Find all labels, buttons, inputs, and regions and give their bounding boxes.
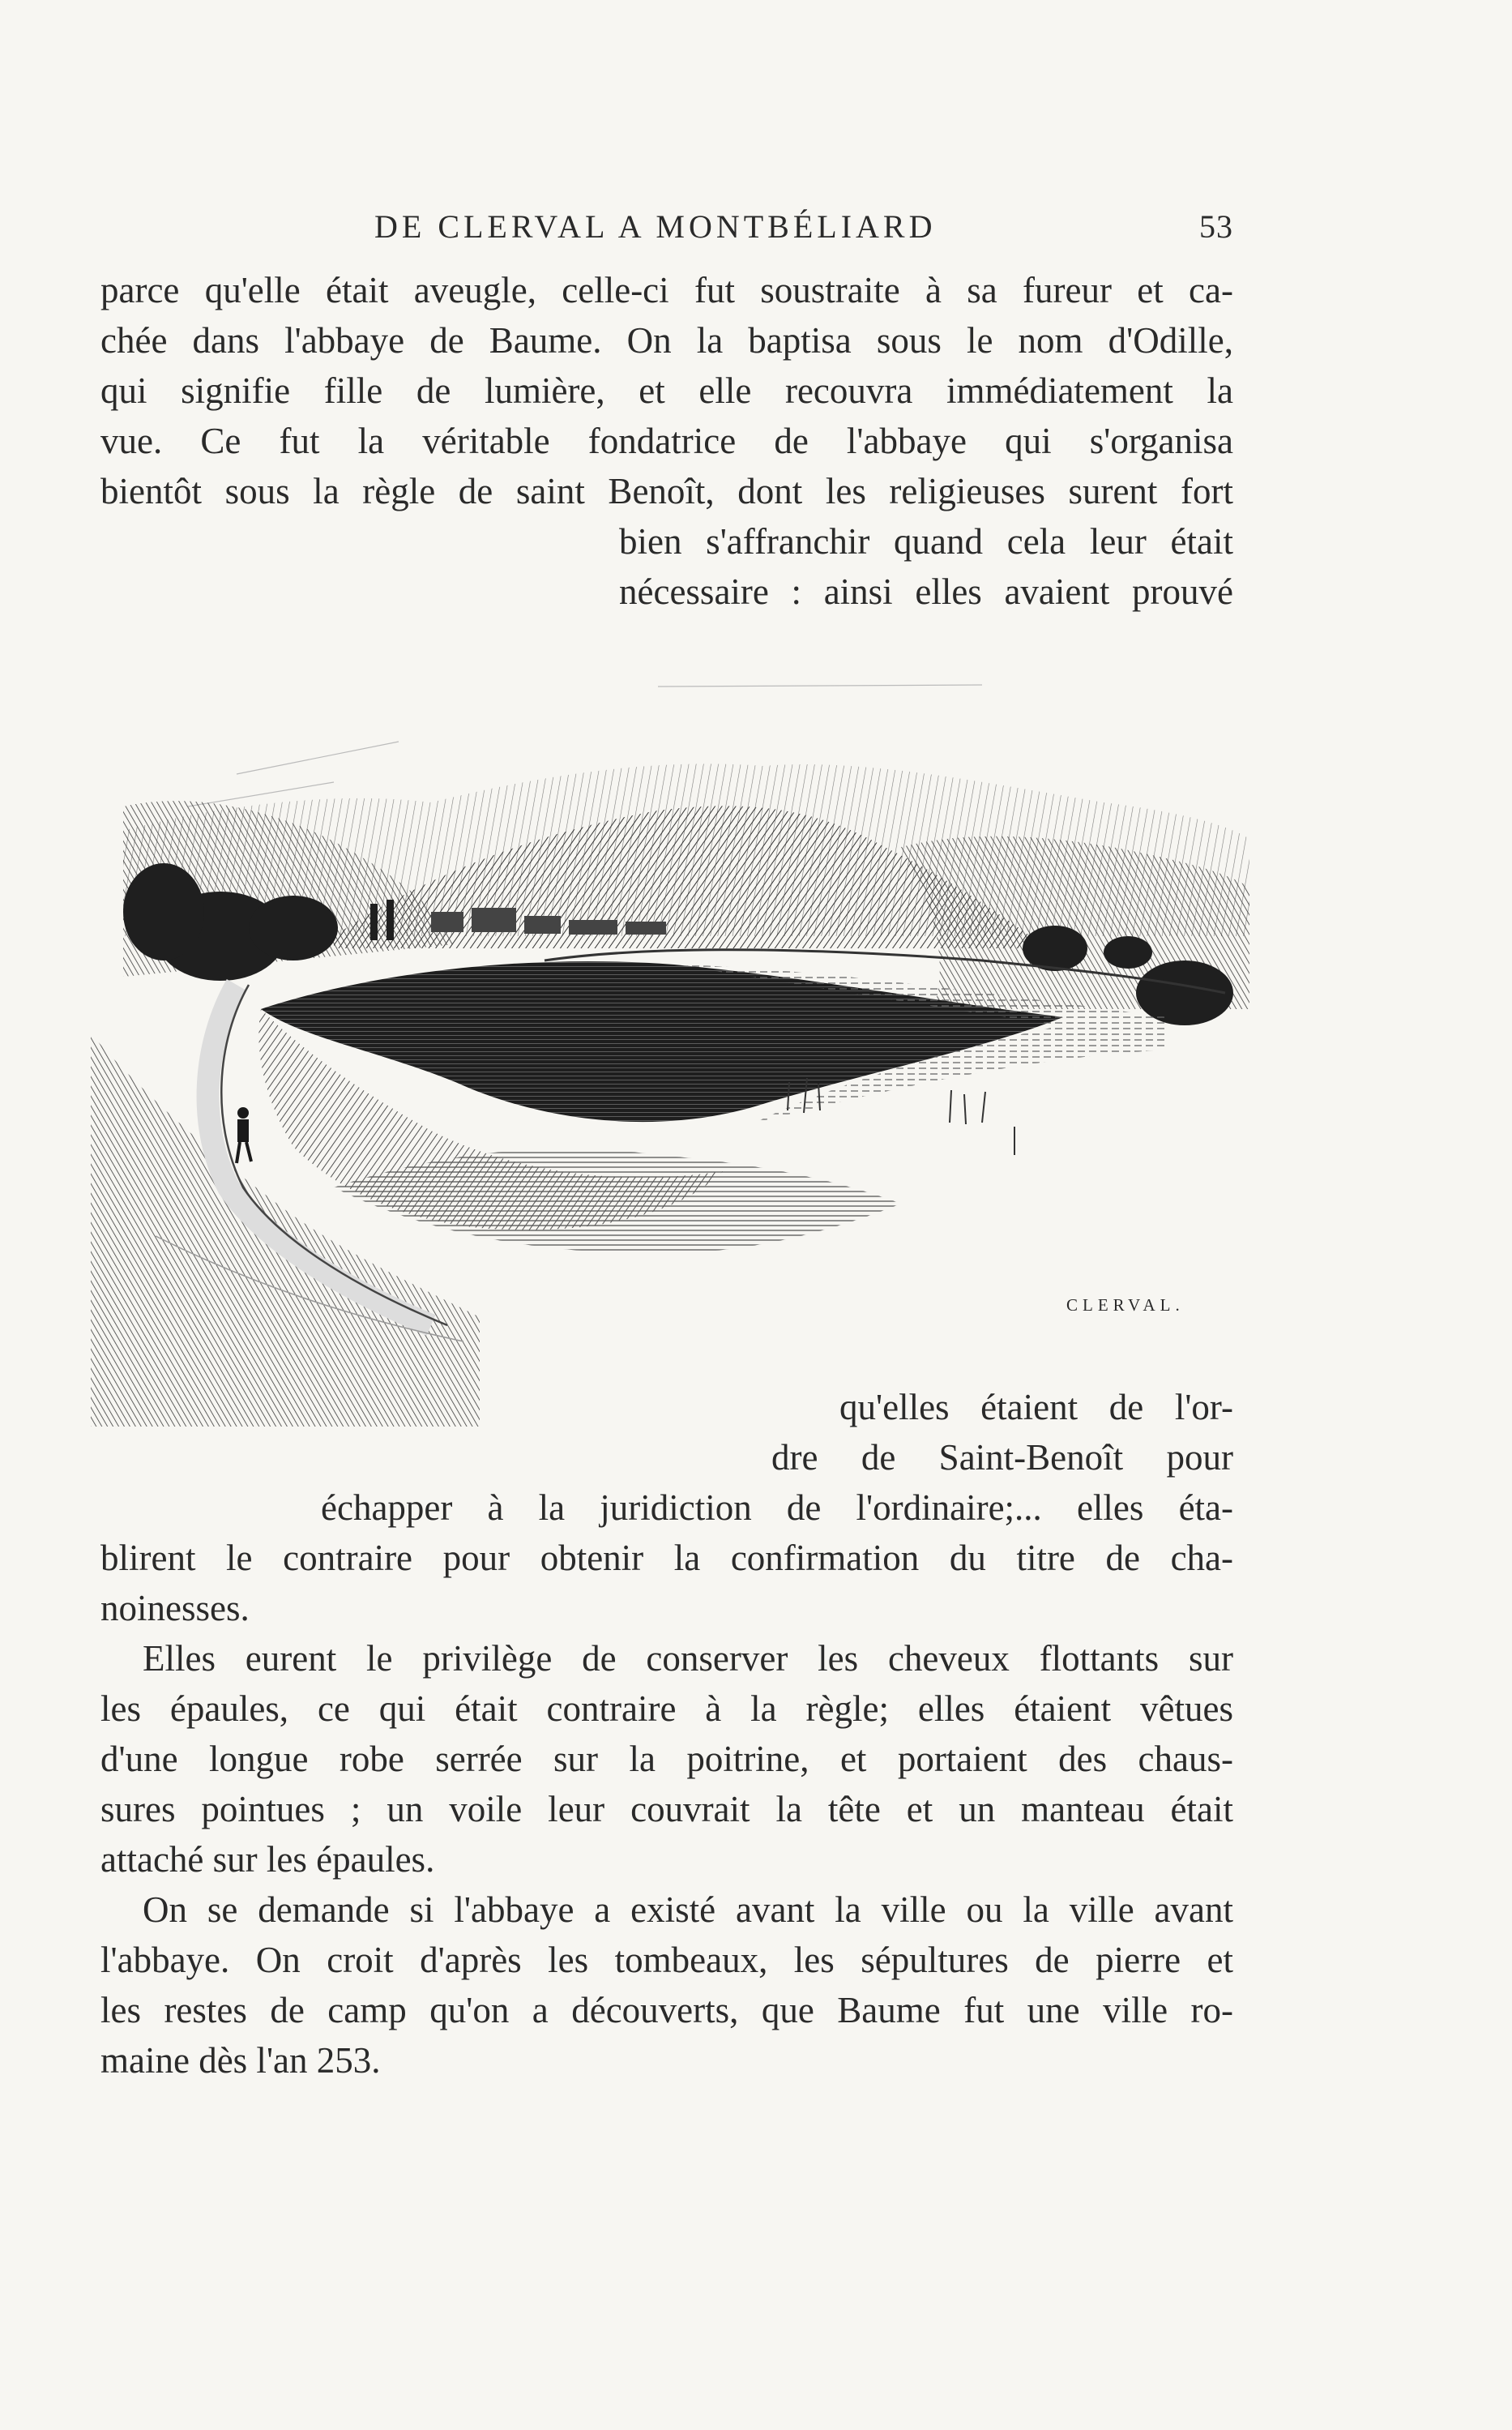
text-line: parce qu'elle était aveugle, celle-ci fut soustraite à sa fureur et ca- — [100, 270, 1233, 310]
text-line: maine dès l'an 253. — [100, 2040, 381, 2081]
running-head — [100, 207, 1233, 256]
text-line: blirent le contraire pour obtenir la confirmation du titre de cha- — [100, 1538, 1233, 1578]
text-line: échapper à la juridiction de l'ordinaire;... elles éta- — [321, 1487, 1233, 1528]
text-line: qui signifie fille de lumière, et elle recouvra immédiatement la — [100, 370, 1233, 411]
text-line: les restes de camp qu'on a découverts, que Baume fut une ville ro- — [100, 1990, 1233, 2030]
walking-figure — [237, 1107, 251, 1163]
text-line: dre de Saint-Benoît pour — [771, 1437, 1233, 1478]
text-line: bientôt sous la règle de saint Benoît, dont les religieuses surent fort — [100, 471, 1233, 511]
foreground-grass — [334, 1149, 901, 1254]
figure-caption: CLERVAL. — [1066, 1295, 1185, 1315]
text-line: nécessaire : ainsi elles avaient prouvé — [619, 571, 1233, 612]
text-line: Elles eurent le privilège de conserver les cheveux flottants sur — [143, 1638, 1233, 1679]
text-line: noinesses. — [100, 1588, 250, 1628]
reeds — [788, 1078, 1014, 1155]
text-line: attaché sur les épaules. — [100, 1839, 435, 1880]
text-line: sures pointues ; un voile leur couvrait la tête et un manteau était — [100, 1789, 1233, 1829]
page-number: 53 — [1199, 208, 1233, 245]
text-line: les épaules, ce qui était contraire à la règle; elles étaient vêtues — [100, 1688, 1233, 1729]
running-title: DE CLERVAL A MONTBÉLIARD — [374, 208, 937, 245]
text-line: chée dans l'abbaye de Baume. On la baptisa sous le nom d'Odille, — [100, 320, 1233, 361]
text-line: vue. Ce fut la véritable fondatrice de l'abbaye qui s'organisa — [100, 421, 1233, 461]
text-line: bien s'affranchir quand cela leur était — [619, 521, 1233, 562]
text-line: qu'elles étaient de l'or- — [839, 1387, 1233, 1427]
text-line: d'une longue robe serrée sur la poitrine, et portaient des chaus- — [100, 1739, 1233, 1779]
text-line: l'abbaye. On croit d'après les tombeaux, les sépultures de pierre et — [100, 1940, 1233, 1980]
text-line: On se demande si l'abbaye a existé avant la ville ou la ville avant — [143, 1889, 1233, 1930]
